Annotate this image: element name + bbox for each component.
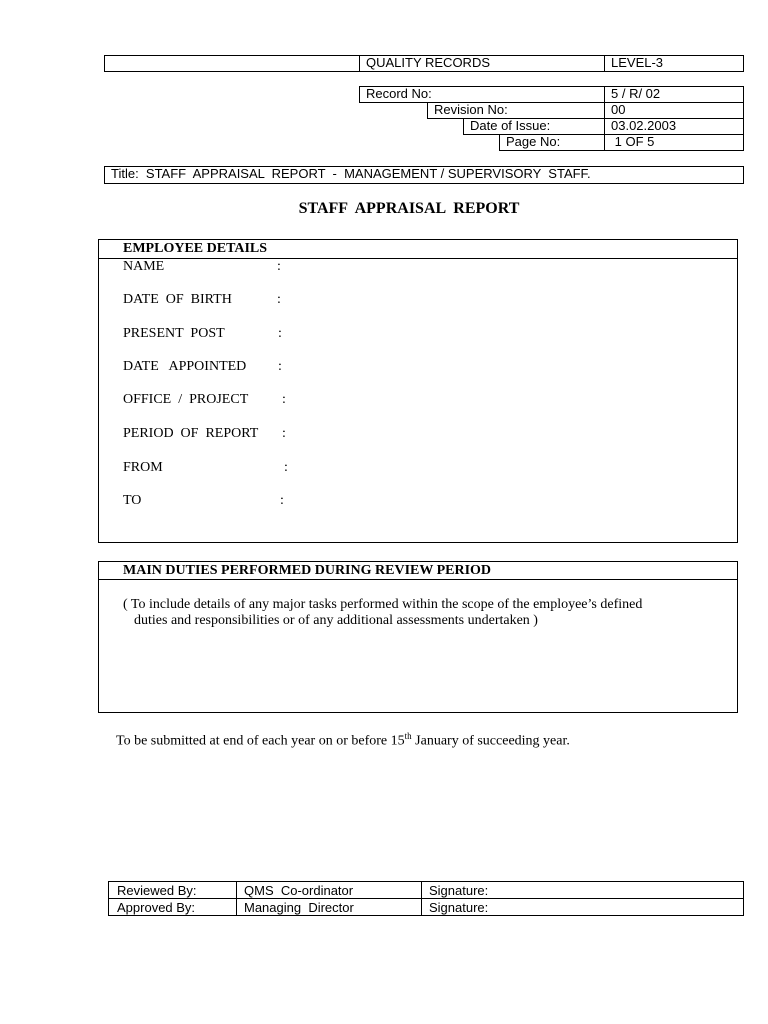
page-no-value: 1 OF 5 — [604, 134, 744, 151]
signoff-divider-1 — [236, 882, 237, 915]
date-of-issue-value: 03.02.2003 — [604, 118, 744, 135]
main-duties-heading: MAIN DUTIES PERFORMED DURING REVIEW PERIOD — [123, 563, 492, 578]
reviewed-signature-label: Signature: — [429, 883, 489, 898]
employee-details-section — [98, 239, 738, 543]
to-label: TO — [123, 493, 142, 508]
submission-note — [116, 731, 570, 750]
main-duties-note-line-2: duties and responsibilities or of any additional assessments undertaken ) — [134, 613, 538, 628]
signoff-table — [108, 881, 744, 916]
name-label: NAME — [123, 259, 165, 274]
from-colon: : — [284, 460, 288, 475]
approved-by-label: Approved By: — [117, 900, 196, 915]
date-of-birth-label: DATE OF BIRTH — [123, 292, 232, 307]
to-colon: : — [280, 493, 284, 508]
main-duties-note-line-1: ( To include details of any major tasks performed within the scope of the employee’s defined — [123, 597, 643, 612]
period-of-report-colon: : — [282, 426, 286, 441]
submission-note-text: To be submitted at end of each year on or before 15 — [116, 733, 405, 749]
submission-note-superscript: th — [404, 731, 412, 741]
name-colon: : — [277, 259, 281, 274]
quality-records-cell: QUALITY RECORDS — [359, 55, 605, 72]
page-title: STAFF APPRAISAL REPORT — [298, 200, 520, 217]
period-of-report-label: PERIOD OF REPORT — [123, 426, 259, 441]
signoff-divider-2 — [421, 882, 422, 915]
main-duties-section — [98, 561, 738, 713]
signoff-row-reviewed — [109, 882, 743, 899]
reviewed-by-role: QMS Co-ordinator — [244, 883, 354, 898]
revision-no-label: Revision No: — [427, 102, 605, 119]
employee-details-header-row — [99, 240, 737, 259]
approved-by-role: Managing Director — [244, 900, 354, 915]
reviewed-by-label: Reviewed By: — [117, 883, 197, 898]
date-appointed-colon: : — [278, 359, 282, 374]
office-project-label: OFFICE / PROJECT — [123, 392, 249, 407]
record-no-label: Record No: — [359, 86, 605, 103]
present-post-label: PRESENT POST — [123, 326, 225, 341]
level-cell: LEVEL-3 — [604, 55, 744, 72]
signoff-row-approved — [109, 899, 743, 915]
record-no-value: 5 / R/ 02 — [604, 86, 744, 103]
page-no-label: Page No: — [499, 134, 605, 151]
date-of-birth-colon: : — [277, 292, 281, 307]
title-bar: Title: STAFF APPRAISAL REPORT - MANAGEMENT / SUPERVISORY STAFF. — [104, 166, 744, 184]
approved-signature-label: Signature: — [429, 900, 489, 915]
present-post-colon: : — [278, 326, 282, 341]
date-of-issue-label: Date of Issue: — [463, 118, 605, 135]
submission-note-text-end: January of succeeding year. — [411, 733, 570, 749]
employee-details-heading: EMPLOYEE DETAILS — [123, 241, 268, 256]
main-duties-header-row — [99, 562, 737, 580]
office-project-colon: : — [282, 392, 286, 407]
from-label: FROM — [123, 460, 163, 475]
date-appointed-label: DATE APPOINTED — [123, 359, 247, 374]
revision-no-value: 00 — [604, 102, 744, 119]
header-blank-cell — [104, 55, 360, 72]
